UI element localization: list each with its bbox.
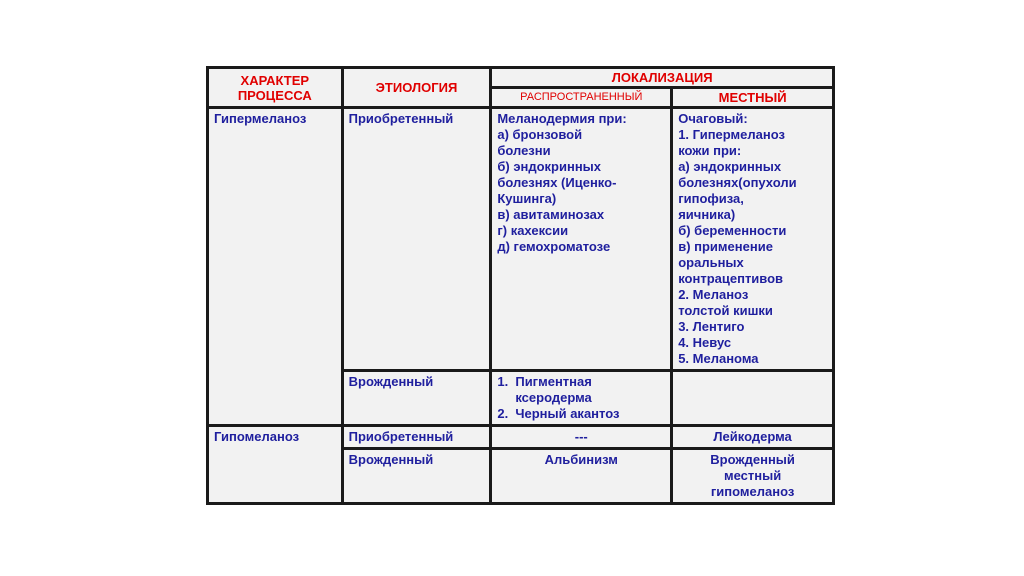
- list-item: 1. Пигментная ксеродерма: [497, 374, 592, 405]
- list-item: 2. Черный акантоз: [497, 406, 620, 421]
- etiology-acquired-hypo: Приобретенный: [342, 426, 491, 449]
- header-local: МЕСТНЫЙ: [672, 88, 834, 108]
- hypo-acquired-widespread: ---: [491, 426, 672, 449]
- hyper-acquired-widespread: Меланодермия при: а) бронзовой болезни б) эндокринных болезнях (Иценко- Кушинга) в) авитаминозах г) кахексии д) гемохроматозе: [491, 108, 672, 371]
- hyper-congenital-widespread: [491, 371, 672, 426]
- hyper-acquired-local: Очаговый: 1. Гипермеланоз кожи при: а) эндокринных болезнях(опухоли гипофиза, яичника) б) беременности в) применение оральных контрацептивов 2. Меланоз толстой кишки 3. Лентиго 4. Невус 5. Меланома: [672, 108, 834, 371]
- process-hypomelanosis: Гипомеланоз: [208, 426, 343, 504]
- classification-table: [206, 66, 835, 505]
- header-widespread: РАСПРОСТРАНЕННЫЙ: [491, 88, 672, 108]
- etiology-congenital-hyper: Врожденный: [342, 371, 491, 426]
- etiology-congenital-hypo: Врожденный: [342, 449, 491, 504]
- hypo-acquired-local: Лейкодерма: [672, 426, 834, 449]
- process-hypermelanosis: Гипермеланоз: [208, 108, 343, 426]
- etiology-acquired-hyper: Приобретенный: [342, 108, 491, 371]
- hyper-congenital-local: [672, 371, 834, 426]
- header-etiology: ЭТИОЛОГИЯ: [342, 68, 491, 108]
- header-character: ХАРАКТЕР ПРОЦЕССА: [208, 68, 343, 108]
- header-localization: ЛОКАЛИЗАЦИЯ: [491, 68, 834, 88]
- hypo-congenital-widespread: Альбинизм: [491, 449, 672, 504]
- hypo-congenital-local: Врожденный местный гипомеланоз: [672, 449, 834, 504]
